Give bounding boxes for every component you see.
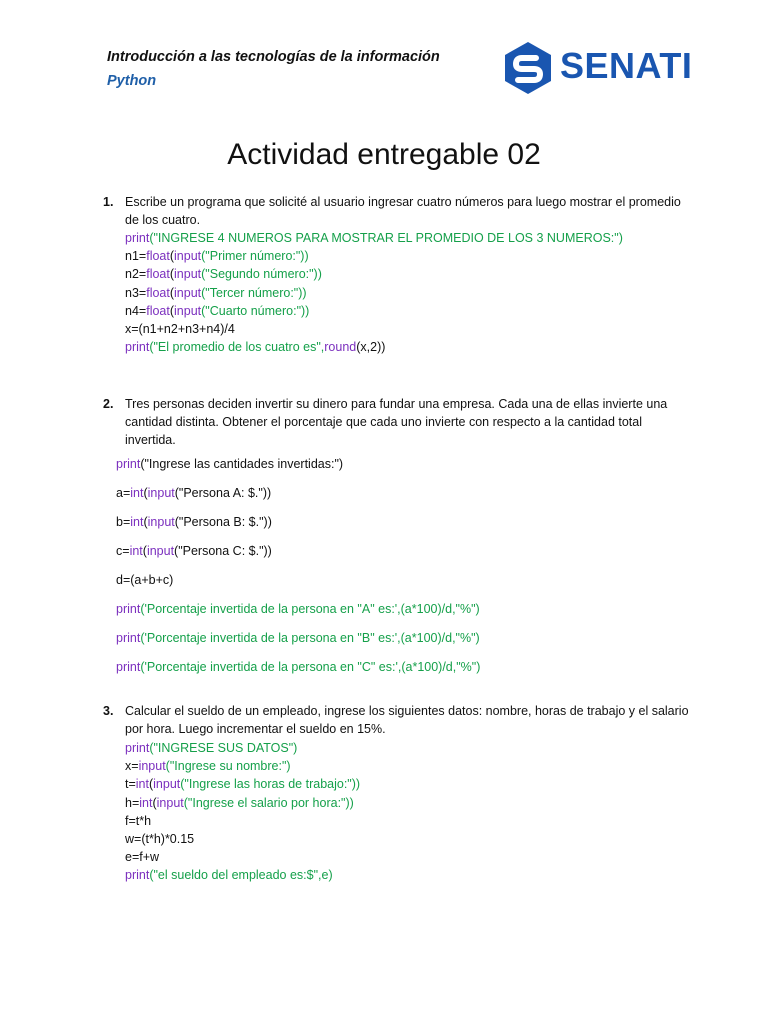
code-token: float bbox=[146, 249, 170, 264]
code-token: ( bbox=[152, 795, 157, 810]
code-token: t= bbox=[125, 777, 136, 792]
code-token: ('Porcentaje invertida de la persona en "C" es:',(a*100)/d,"%") bbox=[140, 660, 481, 674]
question-text: Tres personas deciden invertir su dinero para fundar una empresa. Cada una de ellas invierte una cantidad distinta. Obtener el porcentaje que cada uno invierte con respecto a la cantidad total invertida. bbox=[125, 397, 668, 447]
course-title: Introducción a las tecnologías de la información bbox=[107, 49, 440, 65]
code-token: int bbox=[130, 486, 144, 500]
question-number: 1. bbox=[103, 195, 114, 209]
code-token: input bbox=[174, 285, 202, 300]
code-token: n2= bbox=[125, 267, 147, 282]
code-token: h= bbox=[125, 795, 140, 810]
logo-text: SENATI bbox=[560, 45, 693, 86]
code-token: float bbox=[146, 267, 170, 282]
code-line bbox=[116, 653, 480, 682]
code-block bbox=[125, 229, 623, 356]
code-line bbox=[125, 794, 360, 812]
code-token: input bbox=[147, 515, 175, 529]
senati-logo-icon bbox=[500, 40, 556, 96]
code-token: input bbox=[174, 267, 202, 282]
code-token: a= bbox=[116, 486, 131, 500]
code-token: ( bbox=[169, 249, 175, 264]
question-number: 3. bbox=[103, 704, 114, 718]
code-token: input bbox=[147, 486, 175, 500]
code-token: print bbox=[125, 868, 150, 883]
code-line bbox=[116, 566, 480, 595]
code-token: x=(n1+n2+n3+n4)/4 bbox=[125, 322, 235, 337]
code-token: ("Persona C: $.")) bbox=[174, 544, 272, 558]
code-line bbox=[125, 338, 623, 356]
code-line bbox=[125, 757, 360, 775]
code-token: ("Cuarto número:")) bbox=[201, 303, 310, 318]
code-line bbox=[125, 229, 623, 247]
code-token: x= bbox=[125, 759, 139, 774]
code-token: ( bbox=[143, 486, 148, 500]
code-token: int bbox=[130, 515, 144, 529]
code-token: int bbox=[139, 795, 153, 810]
code-token: ( bbox=[169, 285, 175, 300]
code-token: ("el sueldo del empleado es:$",e) bbox=[149, 868, 333, 883]
code-line bbox=[116, 595, 480, 624]
code-token: ("Tercer número:")) bbox=[201, 285, 307, 300]
code-line bbox=[125, 866, 360, 884]
code-token: n1= bbox=[125, 249, 147, 264]
code-line bbox=[125, 830, 360, 848]
code-token: ( bbox=[148, 777, 154, 792]
code-token: c= bbox=[116, 544, 130, 558]
senati-logo bbox=[500, 40, 693, 96]
code-token: print bbox=[125, 231, 150, 245]
code-token: e=f+w bbox=[125, 850, 160, 865]
question-text: Calcular el sueldo de un empleado, ingrese los siguientes datos: nombre, horas de trabajo y el salario por hora. Luego incrementar el sueldo en 15%. bbox=[125, 704, 689, 736]
code-line bbox=[116, 508, 480, 537]
code-line bbox=[125, 812, 360, 830]
code-token: d=(a+b+c) bbox=[116, 573, 174, 587]
question-text: Escribe un programa que solicité al usuario ingresar cuatro números para luego mostrar el promedio de los cuatro. bbox=[125, 195, 681, 227]
code-token: input bbox=[156, 795, 184, 810]
code-line bbox=[125, 284, 623, 302]
code-token: input bbox=[174, 303, 202, 318]
code-block bbox=[116, 450, 480, 682]
code-token: ("Ingrese el salario por hora:")) bbox=[183, 795, 354, 810]
code-line bbox=[125, 247, 623, 265]
code-token: f=t*h bbox=[125, 813, 152, 828]
code-token: input bbox=[146, 544, 175, 558]
code-line bbox=[116, 537, 480, 566]
code-token: print bbox=[116, 457, 141, 471]
code-token: int bbox=[135, 777, 149, 792]
code-token: round bbox=[324, 340, 357, 355]
code-line bbox=[125, 265, 623, 283]
code-token: input bbox=[138, 759, 166, 774]
page-title: Actividad entregable 02 bbox=[227, 138, 541, 171]
code-token: print bbox=[116, 602, 141, 616]
code-line bbox=[125, 320, 623, 338]
code-token: ("Persona B: $.")) bbox=[174, 515, 272, 529]
question-number: 2. bbox=[103, 397, 114, 411]
code-token: print bbox=[125, 741, 150, 755]
code-line bbox=[125, 775, 360, 793]
code-token: ( bbox=[143, 515, 148, 529]
code-line bbox=[116, 624, 480, 653]
code-token: float bbox=[146, 285, 170, 300]
code-line bbox=[116, 450, 480, 479]
code-token: print bbox=[116, 631, 141, 645]
code-token: n3= bbox=[125, 285, 147, 300]
code-token: ("Primer número:")) bbox=[201, 249, 309, 264]
code-line bbox=[125, 739, 360, 757]
code-block bbox=[125, 739, 360, 885]
code-token: b= bbox=[116, 515, 131, 529]
code-token: int bbox=[129, 544, 143, 558]
code-token: print bbox=[125, 340, 150, 355]
code-token: w=(t*h)*0.15 bbox=[125, 832, 195, 847]
code-token: print bbox=[116, 660, 141, 674]
code-token: float bbox=[146, 303, 170, 318]
code-token: input bbox=[174, 249, 202, 264]
code-token: ("Segundo número:")) bbox=[201, 267, 322, 282]
code-token: ('Porcentaje invertida de la persona en "B" es:',(a*100)/d,"%") bbox=[140, 631, 480, 645]
code-token: ( bbox=[142, 544, 147, 558]
code-line bbox=[116, 479, 480, 508]
code-token: ("Persona A: $.")) bbox=[174, 486, 272, 500]
code-token: ("INGRESE SUS DATOS") bbox=[149, 741, 298, 755]
code-token: n4= bbox=[125, 303, 147, 318]
code-line bbox=[125, 848, 360, 866]
code-token: ( bbox=[169, 303, 175, 318]
code-token: ( bbox=[169, 267, 175, 282]
code-token: ("Ingrese su nombre:") bbox=[165, 759, 291, 774]
code-token: input bbox=[153, 777, 181, 792]
code-line bbox=[125, 302, 623, 320]
course-subject: Python bbox=[107, 73, 157, 89]
code-token: ("El promedio de los cuatro es", bbox=[149, 340, 325, 355]
code-token: ("Ingrese las cantidades invertidas:") bbox=[140, 457, 344, 471]
code-token: (x,2)) bbox=[356, 340, 386, 355]
code-token: ('Porcentaje invertida de la persona en "A" es:',(a*100)/d,"%") bbox=[140, 602, 480, 616]
code-token: ("INGRESE 4 NUMEROS PARA MOSTRAR EL PROMEDIO DE LOS 3 NUMEROS:") bbox=[149, 231, 623, 245]
code-token: ("Ingrese las horas de trabajo:")) bbox=[180, 777, 361, 792]
